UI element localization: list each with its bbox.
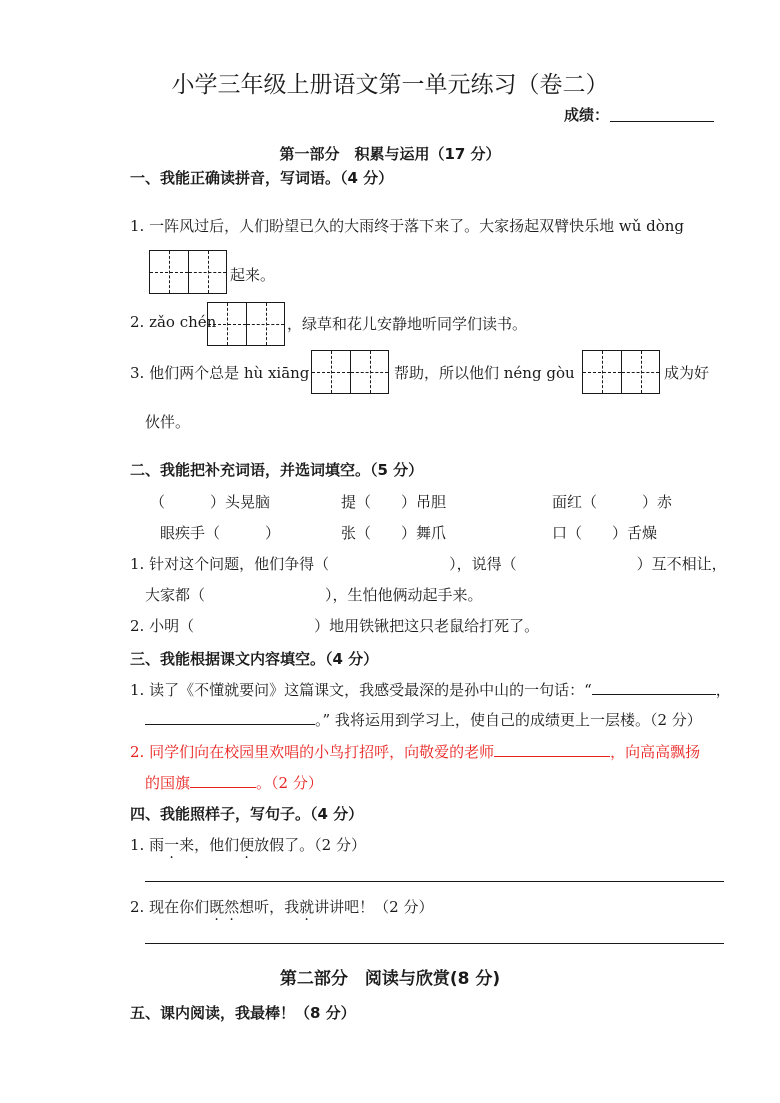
grid-cell[interactable] — [621, 351, 659, 393]
s1-q2-tail: ，绿草和花儿安静地听同学们读书。 — [287, 315, 528, 333]
s4-q2-pre: 2. 现在你们 — [130, 898, 210, 916]
s3-q1-text: 1. 读了《不懂就要问》这篇课文，我感受最深的是孙中山的一句话：“ — [130, 681, 592, 699]
pinyin-grid-nenggou[interactable] — [582, 350, 660, 394]
s4-q1-pre: 1. 雨 — [130, 836, 165, 854]
s4-q1-mid: 来，他们 — [179, 836, 240, 854]
idiom-2: 提（ ）吊胆 — [341, 493, 447, 511]
grid-cell[interactable] — [208, 303, 246, 345]
pinyin-grid-zaochen[interactable] — [207, 302, 285, 346]
section2-heading: 二、我能把补充词语，并选词填空。（5 分） — [130, 461, 424, 479]
pinyin-grid-huxiang[interactable] — [311, 350, 389, 394]
idiom-3: 面红（ ）赤 — [552, 493, 673, 511]
section1-heading: 一、我能正确读拼音，写词语。（4 分） — [130, 169, 394, 187]
grid-cell[interactable] — [312, 351, 350, 393]
s4-q2-mid: 想听，我 — [239, 898, 300, 916]
s1-q3-text-a: 3. 他们两个总是 hù xiāng — [130, 364, 310, 382]
s4-q1 — [130, 834, 366, 855]
grid-cell[interactable] — [246, 303, 284, 345]
idiom-5: 张（ ）舞爪 — [341, 524, 447, 542]
s1-q1-text: 1. 一阵风过后，人们盼望已久的大雨终于落下来了。大家扬起双臂快乐地 wǔ dòng — [130, 217, 685, 235]
s3-q2-text-a: 2. 同学们向在校园里欢唱的小鸟打招呼，向敬爱的老师 — [130, 743, 495, 761]
s3-q1-comma: ， — [715, 681, 731, 699]
idiom-1: （ ）头晃脑 — [150, 493, 271, 511]
s4-q2 — [130, 896, 433, 917]
s1-q3-text-b: 帮助，所以他们 néng gòu — [394, 364, 575, 382]
s3-q1-text-b: 。” 我将运用到学习上，使自己的成绩更上一层楼。（2 分） — [315, 711, 702, 729]
idiom-4: 眼疾手（ ） — [160, 524, 281, 542]
grid-cell[interactable] — [583, 351, 621, 393]
s1-q1-tail: 起来。 — [230, 266, 276, 284]
idiom-6: 口（ ）舌燥 — [552, 524, 658, 542]
part1-heading: 第一部分 积累与运用（17 分） — [279, 145, 501, 163]
s3-q2-line-a — [130, 741, 700, 762]
s3-q2-text-b: ，向高高飘扬 — [610, 743, 701, 761]
s4-q1-post: 放假了。（2 分） — [254, 836, 366, 854]
score-blank[interactable] — [610, 121, 714, 122]
s4-q2-answer-line[interactable] — [145, 943, 724, 944]
section3-heading: 三、我能根据课文内容填空。（4 分） — [130, 650, 379, 668]
part2-heading: 第二部分 阅读与欣赏(8 分) — [279, 969, 501, 989]
s4-q1-dotted-1: 一 — [164, 836, 180, 854]
section4-heading: 四、我能照样子，写句子。（4 分） — [130, 805, 364, 823]
section5-heading: 五、课内阅读，我最棒！（8 分） — [130, 1004, 356, 1022]
s3-q2-text-c: 的国旗 — [145, 774, 191, 792]
s3-q1-line-a — [130, 679, 731, 700]
grid-cell[interactable] — [150, 251, 188, 293]
grid-cell[interactable] — [188, 251, 226, 293]
s4-q2-post: 讲讲吧！（2 分） — [314, 898, 434, 916]
s3-q1-line-b — [145, 709, 702, 730]
s2-q1-line-b: 大家都（ ），生怕他俩动起手来。 — [145, 586, 483, 604]
pinyin-grid-wudong[interactable] — [149, 250, 227, 294]
s3-q2-blank-1[interactable] — [494, 742, 610, 757]
s3-q2-line-b — [145, 772, 323, 793]
s4-q2-dotted-1: 既 — [209, 898, 225, 916]
s4-q1-answer-line[interactable] — [145, 881, 724, 882]
s3-q2-blank-2[interactable] — [190, 773, 256, 788]
s3-q1-blank-2[interactable] — [145, 710, 315, 725]
page-title: 小学三年级上册语文第一单元练习（卷二） — [171, 72, 609, 98]
score-label: 成绩： — [564, 106, 610, 124]
s4-q2-dotted-2: 然 — [224, 898, 240, 916]
s1-q3-text-d: 伙伴。 — [145, 413, 191, 431]
s1-q2-pinyin: 2. zǎo chén — [130, 313, 217, 331]
s2-q1-line-a: 1. 针对这个问题，他们争得（ ），说得（ ）互不相让， — [130, 555, 727, 573]
s1-q3-text-c: 成为好 — [664, 364, 710, 382]
grid-cell[interactable] — [350, 351, 388, 393]
s4-q1-dotted-2: 便 — [239, 836, 255, 854]
s3-q2-text-d: 。（2 分） — [256, 774, 323, 792]
s4-q2-dotted-3: 就 — [299, 898, 315, 916]
s2-q2: 2. 小明（ ）地用铁锹把这只老鼠给打死了。 — [130, 617, 540, 635]
s3-q1-blank-1[interactable] — [592, 680, 716, 695]
